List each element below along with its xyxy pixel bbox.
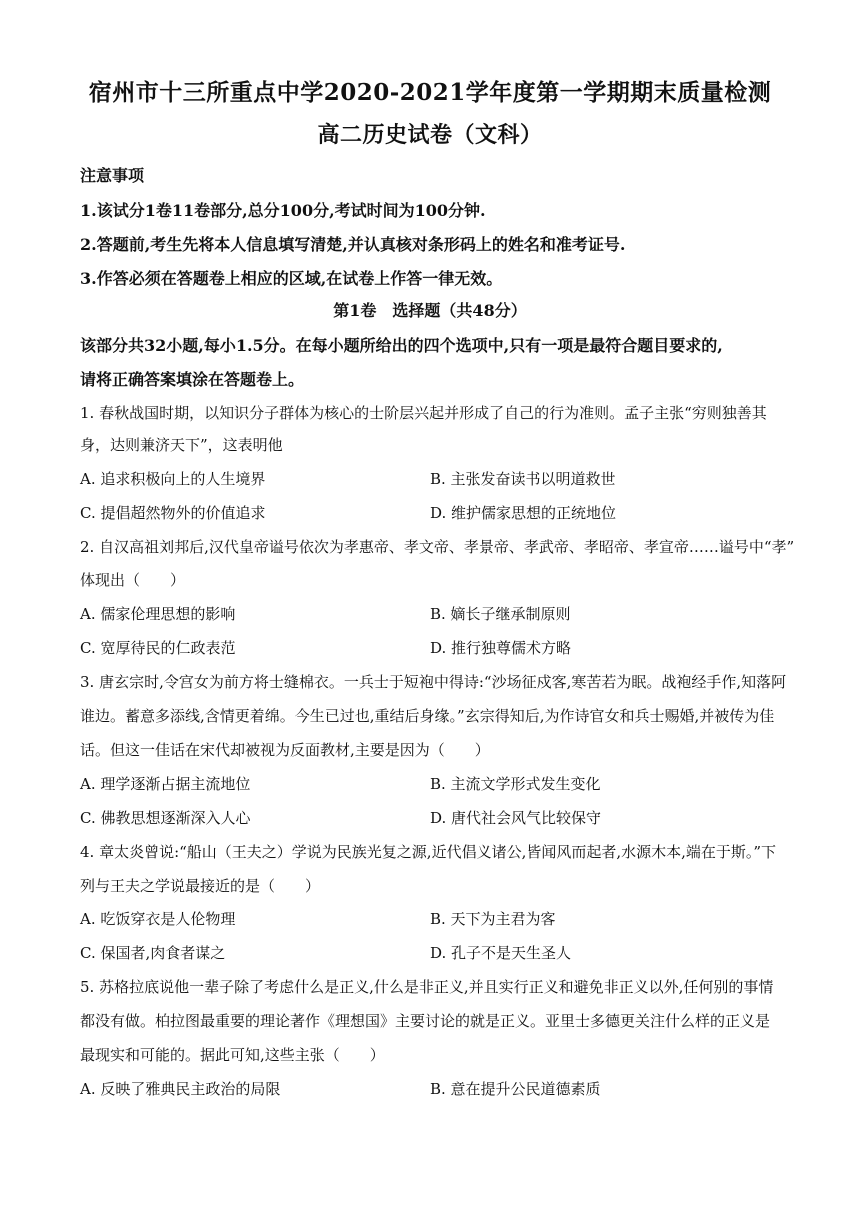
- question-1-option-a: A. 追求积极向上的人生境界: [80, 470, 266, 488]
- question-5-option-b: B. 意在提升公民道德素质: [430, 1080, 601, 1098]
- question-4-stem: 列与王夫之学说最接近的是（ ）: [80, 877, 321, 895]
- question-5-option-a: A. 反映了雅典民主政治的局限: [80, 1080, 281, 1098]
- question-1-option-b: B. 主张发奋读书以明道救世: [430, 470, 616, 488]
- question-4-stem: 4. 章太炎曾说:“船山（王夫之）学说为民族光复之源,近代倡义诸公,皆闻风而起者,水源木本,端在于斯。”下: [80, 843, 777, 861]
- question-4-option-b: B. 天下为主君为客: [430, 910, 556, 928]
- exam-title: 宿州市十三所重点中学2020-2021学年度第一学期期末质量检测: [88, 79, 772, 106]
- notice-item: 2.答题前,考生先将本人信息填写清楚,并认真核对条形码上的姓名和准考证号.: [80, 235, 626, 254]
- question-3-option-b: B. 主流文学形式发生变化: [430, 775, 601, 793]
- question-1-option-d: D. 维护儒家思想的正统地位: [430, 504, 617, 522]
- question-3-stem: 话。但这一佳话在宋代却被视为反面教材,主要是因为（ ）: [80, 741, 490, 759]
- question-4-option-a: A. 吃饭穿衣是人伦物理: [80, 910, 236, 928]
- question-5-stem: 都没有做。柏拉图最重要的理论著作《理想国》主要讨论的就是正义。亚里士多德更关注什么样的正义是: [80, 1012, 771, 1030]
- notice-heading: 注意事项: [80, 166, 145, 185]
- question-3-stem: 3. 唐玄宗时,令宫女为前方将士缝棉衣。一兵士于短袍中得诗:“沙场征戍客,寒苦若为眠。战袍经手作,知落阿: [80, 673, 787, 691]
- notice-item: 1.该试分1卷11卷部分,总分100分,考试时间为100分钟.: [80, 201, 486, 220]
- question-5-stem: 5. 苏格拉底说他一辈子除了考虑什么是正义,什么是非正义,并且实行正义和避免非正义以外,任何别的事情: [80, 978, 774, 996]
- question-3-option-c: C. 佛教思想逐渐深入人心: [80, 809, 251, 827]
- question-2-stem: 2. 自汉高祖刘邦后,汉代皇帝谥号依次为孝惠帝、孝文帝、孝景帝、孝武帝、孝昭帝、孝宣帝……谥号中“孝”: [80, 538, 795, 556]
- question-2-option-d: D. 推行独尊儒术方略: [430, 639, 572, 657]
- question-1-stem: 身，达则兼济天下”，这表明他: [80, 436, 283, 454]
- section-title: 第1卷 选择题（共48分）: [333, 301, 527, 320]
- question-2-option-c: C. 宽厚待民的仁政表范: [80, 639, 236, 657]
- question-2-stem: 体现出（ ）: [80, 571, 186, 589]
- question-2-option-b: B. 嫡长子继承制原则: [430, 605, 571, 623]
- question-3-stem: 谁边。蓄意多添线,含情更着绵。今生已过也,重结后身缘。”玄宗得知后,为作诗官女和兵士赐婚,并被传为佳: [80, 707, 775, 725]
- section-instruction: 请将正确答案填涂在答题卷上。: [80, 370, 305, 389]
- question-4-option-d: D. 孔子不是天生圣人: [430, 944, 572, 962]
- question-1-stem: 1. 春秋战国时期，以知识分子群体为核心的士阶层兴起并形成了自己的行为准则。孟子主张“穷则独善其: [80, 404, 767, 422]
- question-4-option-c: C. 保国者,肉食者谋之: [80, 944, 226, 962]
- question-1-option-c: C. 提倡超然物外的价值追求: [80, 504, 266, 522]
- section-instruction: 该部分共32小题,每小1.5分。在每小题所给出的四个选项中,只有一项是最符合题目要求的,: [80, 336, 723, 355]
- question-3-option-d: D. 唐代社会风气比较保守: [430, 809, 602, 827]
- question-3-option-a: A. 理学逐渐占据主流地位: [80, 775, 251, 793]
- question-5-stem: 最现实和可能的。据此可知,这些主张（ ）: [80, 1046, 385, 1064]
- exam-subtitle: 高二历史试卷（文科）: [317, 122, 543, 148]
- notice-item: 3.作答必须在答题卷上相应的区域,在试卷上作答一律无效。: [80, 269, 503, 288]
- question-2-option-a: A. 儒家伦理思想的影响: [80, 605, 236, 623]
